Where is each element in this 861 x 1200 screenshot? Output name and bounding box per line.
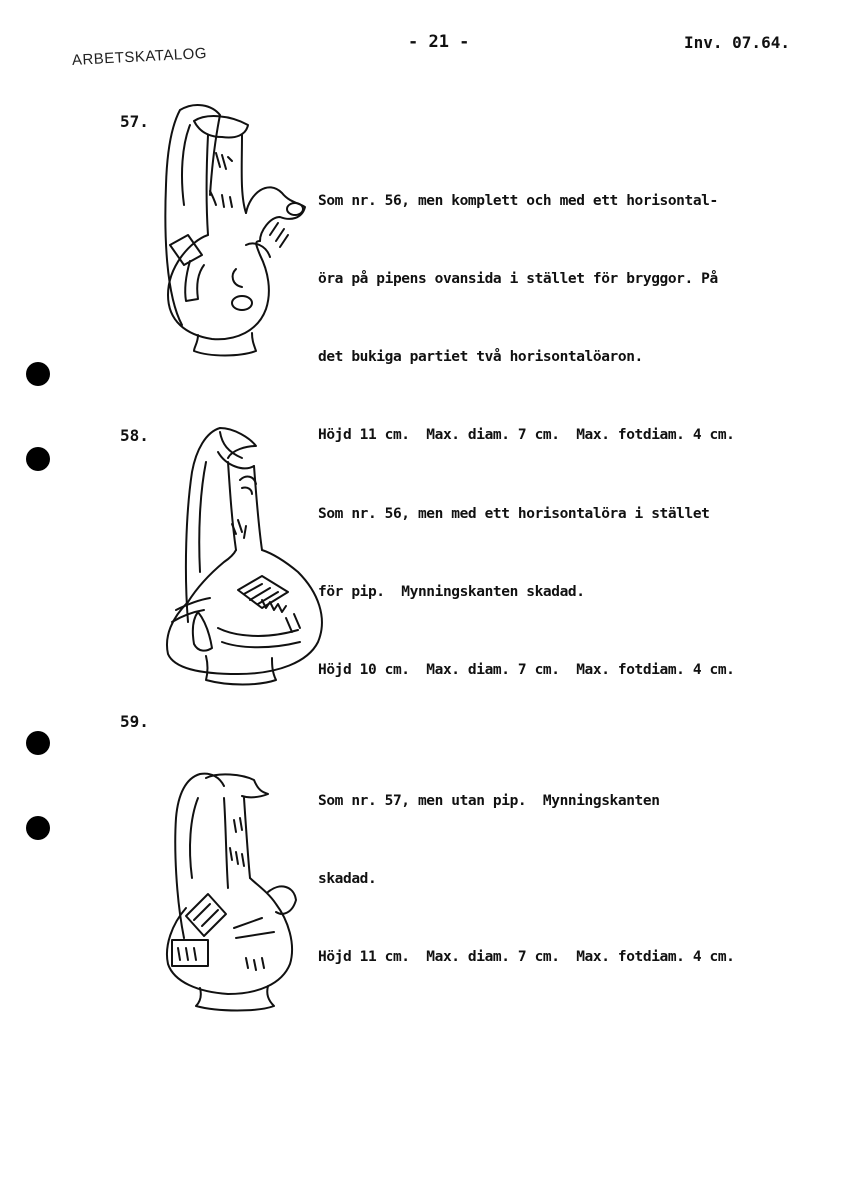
description-line: Höjd 11 cm. Max. diam. 7 cm. Max. fotdiam. 4 cm. (318, 949, 735, 965)
arbetskatalog-stamp: ARBETSKATALOG (71, 44, 208, 69)
binder-hole (26, 731, 50, 755)
entry-description (318, 736, 735, 996)
entry-description (318, 136, 735, 474)
binder-hole (26, 362, 50, 386)
description-line: skadad. (318, 871, 377, 887)
page-number: - 21 - (408, 32, 470, 52)
entry-number: 58. (120, 426, 149, 445)
binder-hole (26, 447, 50, 471)
description-line: Höjd 10 cm. Max. diam. 7 cm. Max. fotdiam. 4 cm. (318, 662, 735, 678)
description-line: för pip. Mynningskanten skadad. (318, 584, 585, 600)
description-line: Höjd 11 cm. Max. diam. 7 cm. Max. fotdiam. 4 cm. (318, 427, 735, 443)
jug-with-lug-drawing (158, 422, 328, 692)
entry-description (318, 449, 735, 709)
entry-number: 59. (120, 712, 149, 731)
description-line: Som nr. 56, men med ett horisontalöra i stället (318, 506, 710, 522)
description-line: Som nr. 57, men utan pip. Mynningskanten (318, 793, 660, 809)
description-line: öra på pipens ovansida i stället för bryggor. På (318, 271, 718, 287)
description-line: det bukiga partiet två horisontalöaron. (318, 349, 643, 365)
entry-number: 57. (120, 112, 149, 131)
binder-hole (26, 816, 50, 840)
inventory-number: Inv. 07.64. (684, 33, 790, 52)
description-line: Som nr. 56, men komplett och med ett horisontal- (318, 193, 718, 209)
jug-with-spout-drawing (150, 95, 310, 360)
jug-without-spout-drawing (158, 768, 308, 1013)
